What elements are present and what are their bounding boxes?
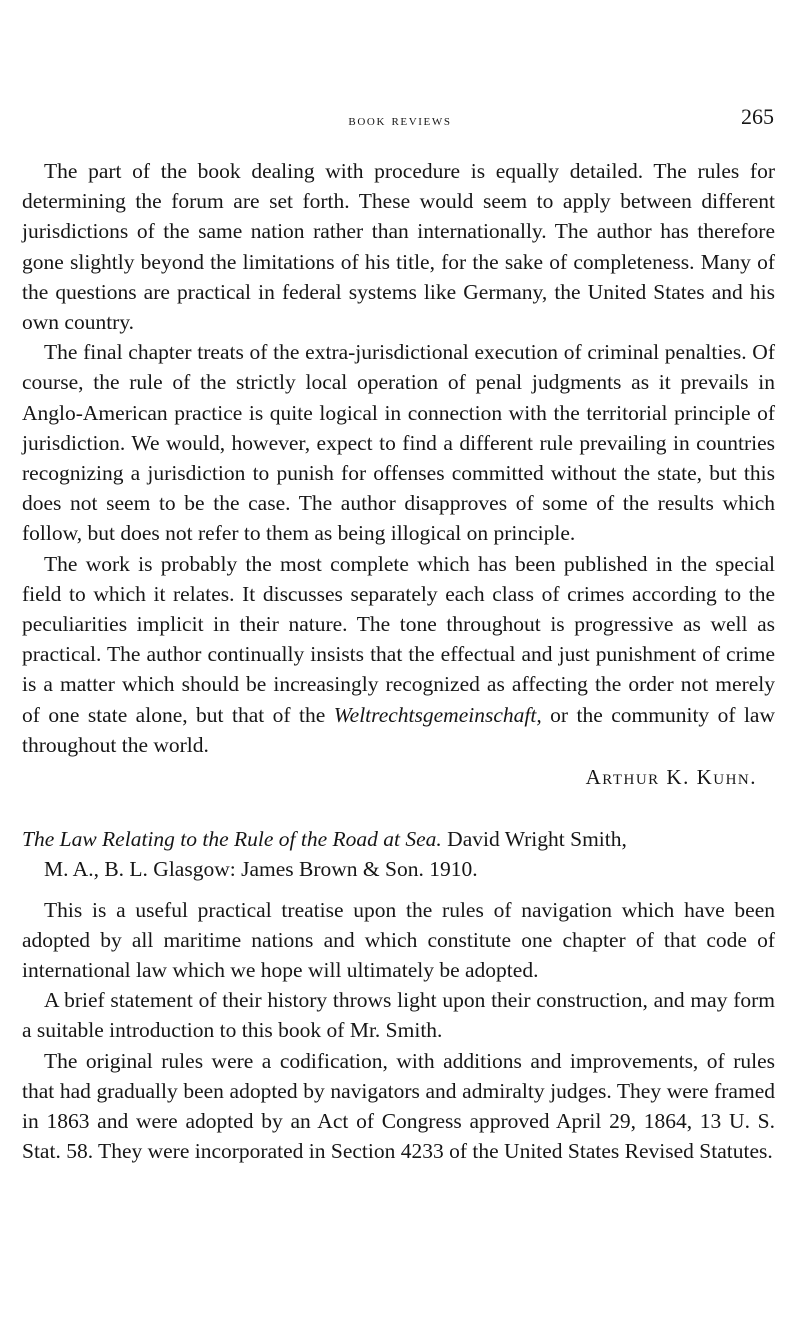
- running-title: book reviews: [348, 112, 452, 129]
- page-number: 265: [741, 104, 774, 129]
- running-head: [20, 104, 780, 140]
- book-citation: [0, 824, 775, 884]
- review-paragraph-conclusion: [22, 549, 775, 760]
- book-title: The Law Relating to the Rule of the Road at Sea.: [22, 827, 442, 852]
- conclusion-text-start: The work is probably the most complete which has been published in the special field to which it relates. It discusses separately each class of crimes according to the peculiarities implicit in their nature. The tone throughout is progressive as well as practical. The author continually insists that the effectual and just punishment of crime is a matter which should be increasingly recognized as affecting the order not merely of one state alone, but that of the: [22, 551, 775, 727]
- review-paragraph-procedure: The part of the book dealing with procedure is equally detailed. The rules for determining the forum are set forth. These would seem to apply between different jurisdictions of the same nation rather than internationally. The author has therefore gone slightly beyond the limitations of his title, for the sake of completeness. Many of the questions are practical in federal systems like Germany, the United States and his own country.: [22, 159, 775, 335]
- review-paragraph-history: A brief statement of their history throws light upon their construction, and may form a suitable introduction to this book of Mr. Smith.: [22, 988, 775, 1043]
- review-paragraph-original-rules: The original rules were a codification, with additions and improvements, of rules that had gradually been adopted by navigators and admiralty judges. They were framed in 1863 and were adopted by an Act of Congress approved April 29, 1864, 13 U. S. Stat. 58. They were incorporated in Section 4233 of the United States Revised Statutes.: [22, 1048, 775, 1164]
- body-text: [22, 156, 775, 1167]
- book-publisher: M. A., B. L. Glasgow: James Brown & Son. 1910.: [44, 857, 478, 882]
- reviewer-signature: Arthur K. Kuhn.: [585, 765, 757, 790]
- italic-term: Weltrechtsgemeinschaft,: [333, 702, 542, 727]
- review-paragraph-final-chapter: The final chapter treats of the extra-jurisdictional execution of criminal penalties. Of course, the rule of the strictly local operation of penal judgments as it prevails in Anglo-American practice is quite logical in connection with the territorial principle of jurisdiction. We would, however, expect to find a different rule prevailing in countries recognizing a jurisdiction to punish for offenses committed without the state, but this does not seem to be the case. The author disapproves of some of the results which follow, but does not refer to them as being illogical on principle.: [22, 340, 775, 546]
- book-author: David Wright Smith,: [447, 827, 627, 852]
- review-paragraph-treatise: This is a useful practical treatise upon the rules of navigation which have been adopted by all maritime nations and which constitute one chapter of that code of international law which we hope will ultimately be adopted.: [22, 897, 775, 983]
- conclusion-text-end: or the community of law throughout the world.: [22, 702, 776, 757]
